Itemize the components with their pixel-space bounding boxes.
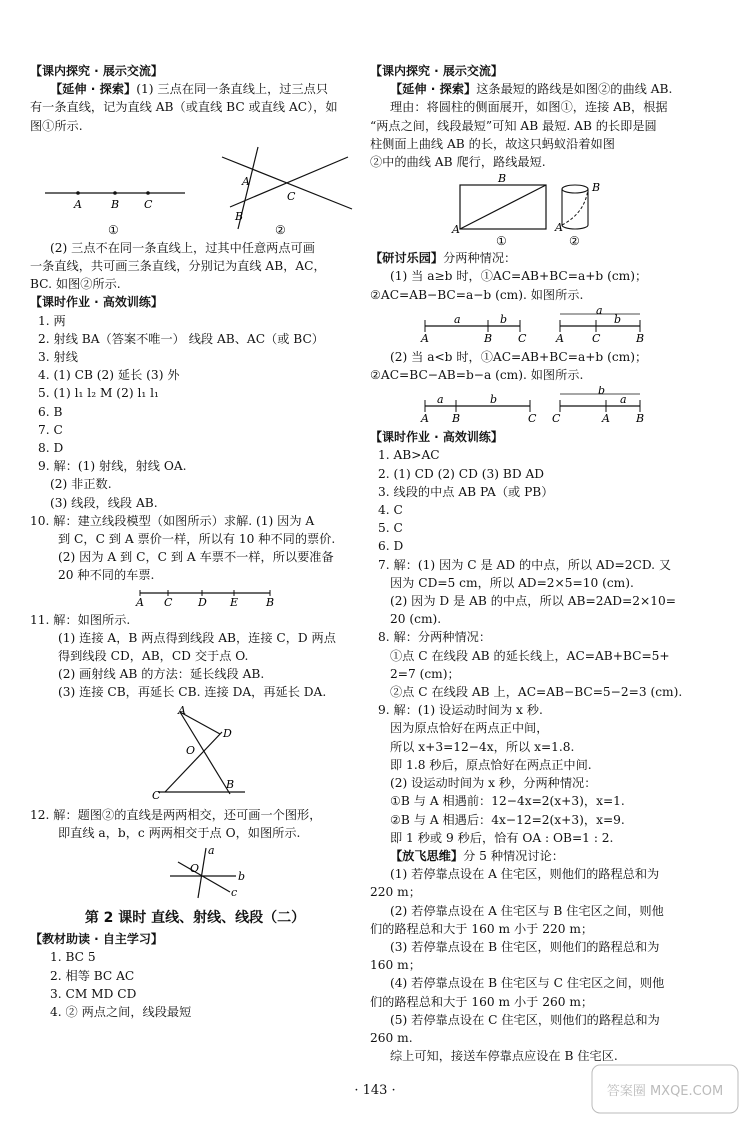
answer: ②B 与 A 相遇后：4x−12=2(x+3)，x=9. xyxy=(390,812,625,827)
answer: 1. BC 5 xyxy=(50,950,96,965)
paragraph xyxy=(30,80,360,98)
section-heading: 【课内探究 · 展示交流】 xyxy=(370,64,503,78)
label: C xyxy=(287,189,296,203)
paragraph xyxy=(370,249,722,267)
label: B xyxy=(452,412,461,426)
answer: 得到线段 CD，AB，CD 交于点 O. xyxy=(58,649,249,664)
paragraph xyxy=(370,80,722,98)
answer: (3) 线段，线段 AB. xyxy=(50,495,158,510)
figure-cylinder xyxy=(370,173,722,247)
answer: (2) 画射线 AB 的方法：延长线段 AB. xyxy=(58,667,265,682)
answer: ②点 C 在线段 AB 上，AC=AB−BC=5−2=3 (cm). xyxy=(390,685,683,700)
label: b xyxy=(238,870,246,884)
paragraph: 有一条直线，记为直线 AB（或直线 BC 或直线 AC），如 xyxy=(30,100,338,115)
answer: ①点 C 在线段 AB 的延长线上，AC=AB+BC=5+ xyxy=(390,648,670,663)
section-heading: 【课时作业 · 高效训练】 xyxy=(370,430,503,445)
label: B xyxy=(636,412,645,426)
figure-segment-stations xyxy=(30,587,360,609)
answer: (5) 若停靠点设在 C 住宅区，则他们的路程总和为 xyxy=(390,1012,660,1027)
answer: 2=7 (cm)； xyxy=(390,666,460,681)
answer: (2) 因为 A 到 C，C 到 A 车票不一样，所以要准备 xyxy=(58,550,334,565)
label: C xyxy=(528,412,537,426)
paragraph: BC. 如图②所示. xyxy=(30,277,121,292)
left-column xyxy=(30,62,360,1021)
label: b xyxy=(490,393,498,407)
label: b xyxy=(614,312,622,326)
section-heading: 【课时作业 · 高效训练】 xyxy=(30,295,163,310)
label: a xyxy=(620,393,627,407)
answer: 5. (1) l₁ l₂ M (2) l₁ l₁ xyxy=(38,386,159,401)
page-number: · 143 · xyxy=(354,1083,396,1098)
answer: 260 m. xyxy=(370,1030,413,1045)
label: b xyxy=(598,386,606,398)
label: a xyxy=(454,312,461,326)
answer: (1) 连接 A，B 两点得到线段 AB，连接 C，D 两点 xyxy=(58,630,336,645)
answer: (3) 若停靠点设在 B 住宅区，则他们的路程总和为 xyxy=(390,939,660,954)
answer: (2) 因为 D 是 AB 的中点，所以 AB=2AD=2×10= xyxy=(390,594,676,609)
answer: (4) 若停靠点设在 B 住宅区与 C 住宅区之间，则他 xyxy=(390,976,665,991)
answer: (2) 若停靠点设在 A 住宅区与 B 住宅区之间，则他 xyxy=(390,903,664,918)
label: B xyxy=(636,331,645,345)
answer: 6. D xyxy=(378,539,404,554)
section-heading: 【课内探究 · 展示交流】 xyxy=(30,64,163,78)
answer: 20 种不同的车票. xyxy=(58,568,155,583)
label: A xyxy=(178,703,186,717)
label: c xyxy=(231,886,238,900)
tag: 【研讨乐园】 xyxy=(370,251,444,266)
paragraph: 理由：将圆柱的侧面展开，如图①，连接 AB，根据 xyxy=(390,100,668,115)
answer: 8. D xyxy=(38,441,64,456)
figure-collinear-points xyxy=(30,137,360,237)
answer: 8. 解：分两种情况： xyxy=(378,630,492,645)
label: B xyxy=(498,173,507,186)
paragraph: 柱侧面上曲线 AB 的长，故这只蚂蚁沿着如图 xyxy=(370,136,615,151)
label: O xyxy=(190,862,200,876)
label: B xyxy=(266,595,275,609)
paragraph xyxy=(370,847,722,865)
answer: 1. AB>AC xyxy=(378,448,440,463)
answer: ①B 与 A 相遇前：12−4x=2(x+3)，x=1. xyxy=(390,794,625,809)
paragraph: (2) 三点不在同一条直线上，过其中任意两点可画 xyxy=(50,240,315,255)
label: b xyxy=(500,312,508,326)
label: C xyxy=(518,331,527,345)
figure-intersecting-segments xyxy=(30,704,360,804)
answer: (2) 非正数. xyxy=(50,477,112,492)
text: 分 5 种情况讨论： xyxy=(463,848,564,863)
figure-number: ① xyxy=(108,222,119,237)
paragraph: 图①所示. xyxy=(30,118,83,133)
answer: (1) 若停靠点设在 A 住宅区，则他们的路程总和为 xyxy=(390,867,660,882)
paragraph: ②中的曲线 AB 爬行，路线最短. xyxy=(370,155,546,170)
label: C xyxy=(144,197,153,211)
paragraph: ②AC=AB−BC=a−b (cm). 如图所示. xyxy=(370,287,584,302)
watermark-text: 答案圈 MXQE.COM xyxy=(606,1084,724,1099)
label: E xyxy=(230,595,239,609)
figure-number: ① xyxy=(496,234,507,248)
label: D xyxy=(198,595,207,609)
label: B xyxy=(484,331,493,345)
answer: 5. C xyxy=(378,521,403,536)
answer: 即 1.8 秒后，原点恰好在两点正中间. xyxy=(390,757,592,772)
paragraph: (2) 当 a<b 时，①AC=AB+BC=a+b (cm)； xyxy=(390,349,648,364)
answer: 9. 解：(1) 射线，射线 OA. xyxy=(38,459,187,474)
answer: 7. 解：(1) 因为 C 是 AD 的中点，所以 AD=2CD. 又 xyxy=(378,557,672,572)
text: 这条最短的路线是如图②的曲线 AB. xyxy=(476,82,673,97)
label: A xyxy=(556,331,564,345)
answer: 7. C xyxy=(38,422,63,437)
answer: 即 1 秒或 9 秒后，恰有 OA : OB=1 : 2. xyxy=(390,830,614,845)
answer: 20 (cm). xyxy=(390,612,442,627)
label: A xyxy=(555,221,563,235)
answer: (3) 连接 CB，再延长 CB. 连接 DA，再延长 DA. xyxy=(58,685,327,700)
answer: 们的路程总和大于 160 m 小于 220 m； xyxy=(370,921,594,936)
answer: 到 C，C 到 A 票价一样，所以有 10 种不同的票价. xyxy=(58,532,336,547)
label: B xyxy=(226,777,235,791)
answer: 6. B xyxy=(38,404,63,419)
label: A xyxy=(421,412,429,426)
label: C xyxy=(152,788,161,802)
answer: 4. ② 两点之间，线段最短 xyxy=(50,1004,192,1019)
label: A xyxy=(602,412,610,426)
label: a xyxy=(208,844,215,858)
answer: 9. 解：(1) 设运动时间为 x 秒. xyxy=(378,703,543,718)
answer: 1. 两 xyxy=(38,313,66,328)
paragraph: 一条直线，共可画三条直线，分别记为直线 AB，AC， xyxy=(30,259,326,274)
figure-number: ② xyxy=(569,234,580,248)
label: D xyxy=(223,726,232,740)
answer: 们的路程总和大于 160 m 小于 260 m； xyxy=(370,994,594,1009)
figure-number: ② xyxy=(275,222,286,237)
label: B xyxy=(592,181,601,195)
label: A xyxy=(74,197,82,211)
tag: 【延伸 · 探索】 xyxy=(390,82,477,97)
figure-three-lines xyxy=(30,844,360,900)
label: C xyxy=(164,595,173,609)
label: C xyxy=(552,412,561,426)
label: B xyxy=(235,209,244,223)
answer: 4. C xyxy=(378,503,403,518)
label: a xyxy=(437,393,444,407)
answer: 2. 射线 BA（答案不唯一） 线段 AB、AC（或 BC） xyxy=(38,331,324,346)
tag: 【延伸 · 探索】 xyxy=(50,82,137,97)
figure-segments-a-lt-b xyxy=(370,386,722,426)
paragraph: ②AC=BC−AB=b−a (cm). 如图所示. xyxy=(370,368,584,383)
label: C xyxy=(592,331,601,345)
answer: 160 m； xyxy=(370,958,421,973)
answer: 10. 解：建立线段模型（如图所示）求解. (1) 因为 A xyxy=(30,513,315,528)
answer: 220 m； xyxy=(370,885,421,900)
answer: 因为原点恰好在两点正中间， xyxy=(390,721,549,736)
answer: 因为 CD=5 cm，所以 AD=2×5=10 (cm). xyxy=(390,575,634,590)
answer: 所以 x+3=12−4x，所以 x=1.8. xyxy=(390,739,575,754)
label: A xyxy=(242,174,250,188)
answer: (2) 设运动时间为 x 秒，分两种情况： xyxy=(390,776,597,791)
label: B xyxy=(111,197,120,211)
answer: 即直线 a，b，c 两两相交于点 O，如图所示. xyxy=(58,825,301,840)
section-heading: 【教材助读 · 自主学习】 xyxy=(30,932,163,947)
text: (1) 三点在同一条直线上，过三点只 xyxy=(136,82,329,97)
answer: 2. (1) CD (2) CD (3) BD AD xyxy=(378,466,545,481)
figure-segments-a-ge-b xyxy=(370,306,722,346)
answer: 综上可知，接送车停靠点应设在 B 住宅区. xyxy=(390,1049,618,1064)
answer: 3. 线段的中点 AB PA（或 PB） xyxy=(378,484,554,499)
answer: 11. 解：如图所示. xyxy=(30,612,131,627)
answer: 12. 解：题图②的直线是两两相交，还可画一个图形， xyxy=(30,807,322,822)
paragraph: “两点之间，线段最短”可知 AB 最短. AB 的长即是圆 xyxy=(370,118,657,133)
answer: 3. CM MD CD xyxy=(50,986,137,1001)
answer: 4. (1) CB (2) 延长 (3) 外 xyxy=(38,368,180,383)
label: O xyxy=(186,743,196,757)
label: A xyxy=(136,595,144,609)
answer: 2. 相等 BC AC xyxy=(50,968,135,983)
paragraph: (1) 当 a≥b 时，①AC=AB+BC=a+b (cm)； xyxy=(390,269,648,284)
watermark-logo xyxy=(590,1063,740,1115)
label: A xyxy=(421,331,429,345)
label: a xyxy=(596,305,603,317)
label: A xyxy=(452,223,460,237)
answer: 3. 射线 xyxy=(38,350,78,365)
tag: 【放飞思维】 xyxy=(390,848,464,863)
text: 分两种情况： xyxy=(443,251,517,266)
lesson-title: 第 2 课时 直线、射线、线段（二） xyxy=(84,910,306,927)
right-column xyxy=(370,62,722,1065)
